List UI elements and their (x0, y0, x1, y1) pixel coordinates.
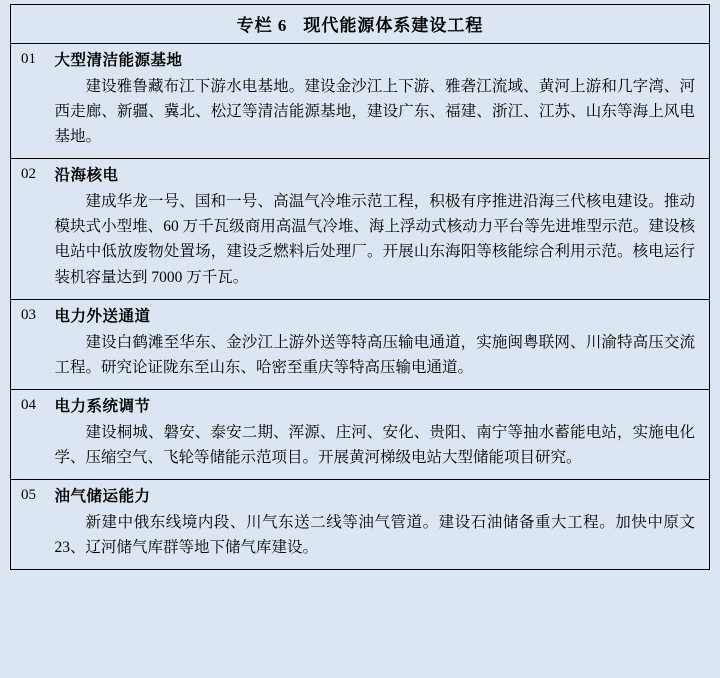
item-title: 电力外送通道 (54, 307, 151, 325)
item-content (55, 159, 710, 299)
item-index: 02 (11, 159, 55, 299)
item-title: 电力系统调节 (54, 397, 151, 415)
item-text: 建设雅鲁藏布江下游水电基地。建设金沙江上下游、雅砻江流域、黄河上游和几字湾、河西走廊、新疆、冀北、松辽等清洁能源基地，建设广东、福建、浙江、江苏、山东等海上风电基地。 (54, 77, 695, 146)
item-title: 沿海核电 (54, 167, 119, 185)
item-index: 04 (11, 389, 55, 479)
item-index: 03 (11, 299, 55, 389)
item-text: 建设白鹤滩至华东、金沙江上游外送等特高压输电通道，实施闽粤联网、川渝特高压交流工程。研究论证陇东至山东、哈密至重庆等特高压输电通道。 (54, 333, 695, 376)
item-text: 建设桐城、磐安、泰安二期、浑源、庄河、安化、贵阳、南宁等抽水蓄能电站，实施电化学、压缩空气、飞轮等储能示范项目。开展黄河梯级电站大型储能项目研究。 (54, 423, 695, 466)
item-index: 05 (11, 479, 55, 569)
item-index: 01 (11, 44, 55, 159)
panel-number: 专栏 6 (236, 16, 288, 35)
table-row (11, 299, 710, 389)
item-content (55, 389, 710, 479)
page-title: 现代能源体系建设工程 (303, 16, 484, 35)
panel-title-bar (10, 4, 710, 44)
item-title: 大型清洁能源基地 (54, 52, 183, 69)
table-row (11, 159, 710, 299)
item-text: 建成华龙一号、国和一号、高温气冷堆示范工程，积极有序推进沿海三代核电建设。推动模块式小型堆、60 万千瓦级商用高温气冷堆、海上浮动式核动力平台等先进堆型示范。建设核电站中低放废物处置场，建设乏燃料后处理厂。开展山东海阳等核能综合利用示范。核电运行装机容量达到 7000 万千瓦。 (54, 193, 695, 286)
table-row (11, 479, 710, 569)
item-title: 油气储运能力 (54, 487, 151, 505)
item-content (55, 44, 710, 159)
table-row (11, 389, 710, 479)
item-content (55, 299, 710, 389)
panel-box (10, 0, 710, 570)
item-content (55, 479, 710, 569)
table-row (11, 44, 710, 159)
items-table (10, 44, 710, 570)
item-text: 新建中俄东线境内段、川气东送二线等油气管道。建设石油储备重大工程。加快中原文 23、辽河储气库群等地下储气库建设。 (54, 513, 695, 556)
